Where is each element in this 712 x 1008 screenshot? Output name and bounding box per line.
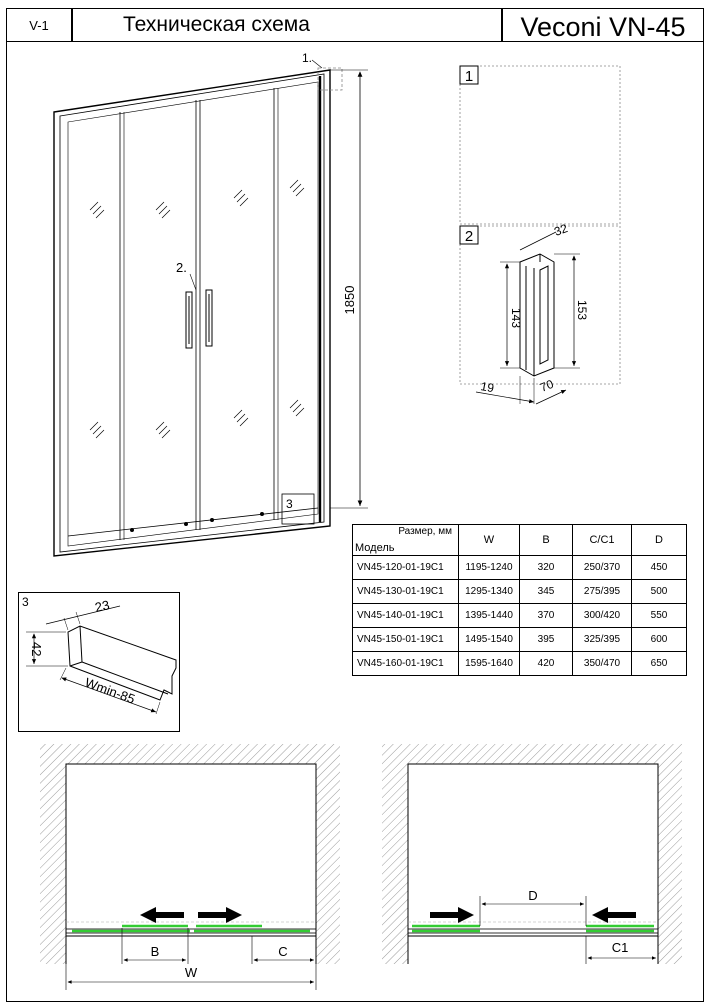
cell-d: 450	[632, 556, 687, 580]
cell-model: VN45-140-01-19C1	[353, 604, 459, 628]
handle-width-dim: 32	[552, 221, 570, 239]
profile-length-dim: Wmin-85	[82, 674, 137, 707]
sheet-code: V-1	[6, 8, 72, 42]
profile-width-dim: 23	[93, 597, 111, 615]
cell-w: 1195-1240	[459, 556, 520, 580]
plan-label-w: W	[184, 965, 198, 980]
cell-d: 550	[632, 604, 687, 628]
cell-c: 250/370	[573, 556, 632, 580]
cell-d: 600	[632, 628, 687, 652]
callout-3: 3	[286, 497, 293, 511]
header-d: D	[632, 525, 687, 556]
cell-w: 1395-1440	[459, 604, 520, 628]
profile-height-dim: 42	[29, 642, 44, 657]
detail-3-number: 3	[22, 595, 29, 609]
cell-c: 350/470	[573, 652, 632, 676]
cell-c: 275/395	[573, 580, 632, 604]
cell-model: VN45-120-01-19C1	[353, 556, 459, 580]
header-c: C/C1	[573, 525, 632, 556]
cell-b: 370	[520, 604, 573, 628]
handle-inner-dim: 143	[509, 307, 523, 329]
plan-label-d: D	[528, 888, 538, 903]
handle-base-dim: 19	[479, 379, 496, 396]
height-dimension: 1850	[342, 285, 357, 315]
handle-depth-dim: 70	[537, 376, 556, 395]
corner-size-label: Размер, мм	[398, 526, 452, 537]
corner-model-label: Модель	[355, 542, 395, 554]
cell-b: 345	[520, 580, 573, 604]
cell-model: VN45-130-01-19C1	[353, 580, 459, 604]
cell-b: 395	[520, 628, 573, 652]
cell-model: VN45-150-01-19C1	[353, 628, 459, 652]
cell-w: 1295-1340	[459, 580, 520, 604]
header-w: W	[459, 525, 520, 556]
page-title: Техническая схема	[72, 8, 502, 42]
cell-d: 650	[632, 652, 687, 676]
cell-b: 420	[520, 652, 573, 676]
plan-left	[40, 744, 340, 990]
plan-label-c1: C1	[611, 940, 629, 955]
callout-2: 2.	[176, 260, 187, 275]
handle-outer-dim: 153	[575, 299, 589, 321]
detail-1-number: 1	[464, 68, 474, 85]
cell-w: 1595-1640	[459, 652, 520, 676]
detail-2-number: 2	[464, 228, 474, 245]
plan-right	[382, 744, 682, 964]
plan-label-b: B	[150, 944, 160, 959]
header-b: B	[520, 525, 573, 556]
cell-model: VN45-160-01-19C1	[353, 652, 459, 676]
cell-c: 300/420	[573, 604, 632, 628]
cell-d: 500	[632, 580, 687, 604]
cell-b: 320	[520, 556, 573, 580]
callout-1: 1.	[302, 51, 313, 65]
cell-w: 1495-1540	[459, 628, 520, 652]
plan-label-c: C	[278, 944, 288, 959]
cell-c: 325/395	[573, 628, 632, 652]
model-name: Veconi VN-45	[502, 8, 704, 42]
